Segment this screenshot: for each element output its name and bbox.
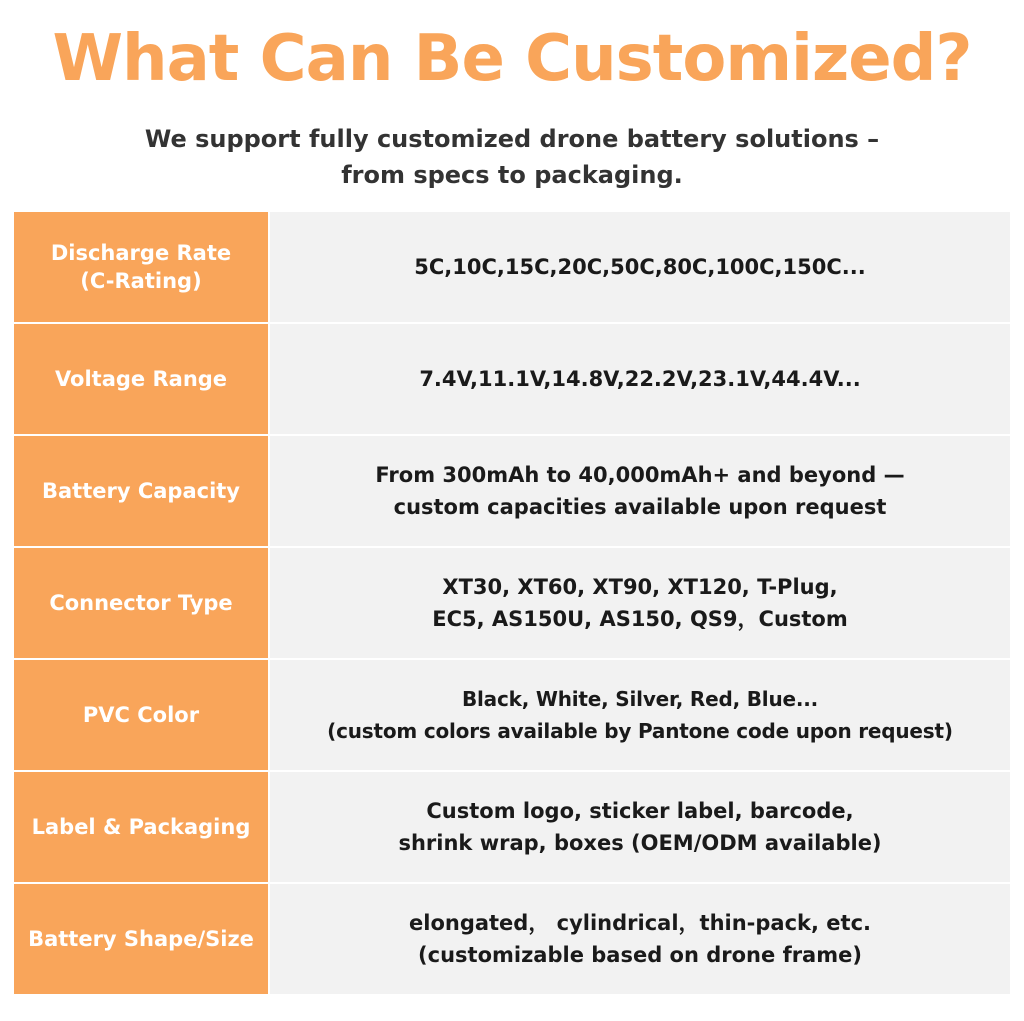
row-label-label-packaging — [14, 772, 270, 882]
row-value-line: 5C,10C,15C,20C,50C,80C,100C,150C... — [414, 255, 866, 279]
table-row — [14, 212, 1010, 324]
row-label-line: Voltage Range — [54, 367, 228, 391]
row-label-line: Battery Capacity — [41, 479, 240, 503]
subtitle-line-2: from specs to packaging. — [341, 161, 683, 189]
row-label-line: Battery Shape/Size — [28, 927, 254, 951]
row-value-line: 7.4V,11.1V,14.8V,22.2V,23.1V,44.4V... — [419, 367, 861, 391]
row-label-connector-type — [14, 548, 270, 658]
row-value-discharge-rate — [270, 212, 1010, 322]
row-value-voltage-range — [270, 324, 1010, 434]
row-value-label-packaging — [270, 772, 1010, 882]
row-label-line: Discharge Rate — [50, 241, 232, 265]
customization-table — [14, 212, 1010, 994]
table-row — [14, 884, 1010, 994]
row-value-battery-capacity — [270, 436, 1010, 546]
table-row — [14, 660, 1010, 772]
row-value-battery-shape-size — [270, 884, 1010, 994]
row-value-line: shrink wrap, boxes (OEM/ODM available) — [398, 831, 882, 855]
page-title: What Can Be Customized? — [52, 22, 972, 96]
row-value-line: EC5, AS150U, AS150, QS9，Custom — [432, 607, 848, 631]
row-value-line: Custom logo, sticker label, barcode, — [426, 799, 854, 823]
row-value-line: Black, White, Silver, Red, Blue... — [461, 687, 819, 711]
subtitle — [112, 121, 912, 193]
row-value-line: From 300mAh to 40,000mAh+ and beyond — — [375, 463, 905, 487]
table-row — [14, 772, 1010, 884]
row-label-line: Connector Type — [49, 591, 233, 615]
row-value-line: (custom colors available by Pantone code upon request) — [327, 719, 953, 743]
table-row — [14, 436, 1010, 548]
subtitle-line-1: We support fully customized drone battery solutions – — [144, 125, 880, 153]
row-value-pvc-color — [270, 660, 1010, 770]
row-value-connector-type — [270, 548, 1010, 658]
table-row — [14, 548, 1010, 660]
table-row — [14, 324, 1010, 436]
row-value-line: elongated， cylindrical，thin-pack, etc. — [409, 911, 871, 935]
row-value-line: custom capacities available upon request — [393, 495, 887, 519]
row-label-line: (C-Rating) — [80, 269, 202, 293]
row-label-battery-capacity — [14, 436, 270, 546]
row-value-line: (customizable based on drone frame) — [418, 943, 862, 967]
row-label-line: Label & Packaging — [31, 815, 251, 839]
row-label-discharge-rate — [14, 212, 270, 322]
row-label-voltage-range — [14, 324, 270, 434]
row-value-line: XT30, XT60, XT90, XT120, T-Plug, — [442, 575, 838, 599]
row-label-battery-shape-size — [14, 884, 270, 994]
row-label-pvc-color — [14, 660, 270, 770]
row-label-line: PVC Color — [82, 703, 200, 727]
